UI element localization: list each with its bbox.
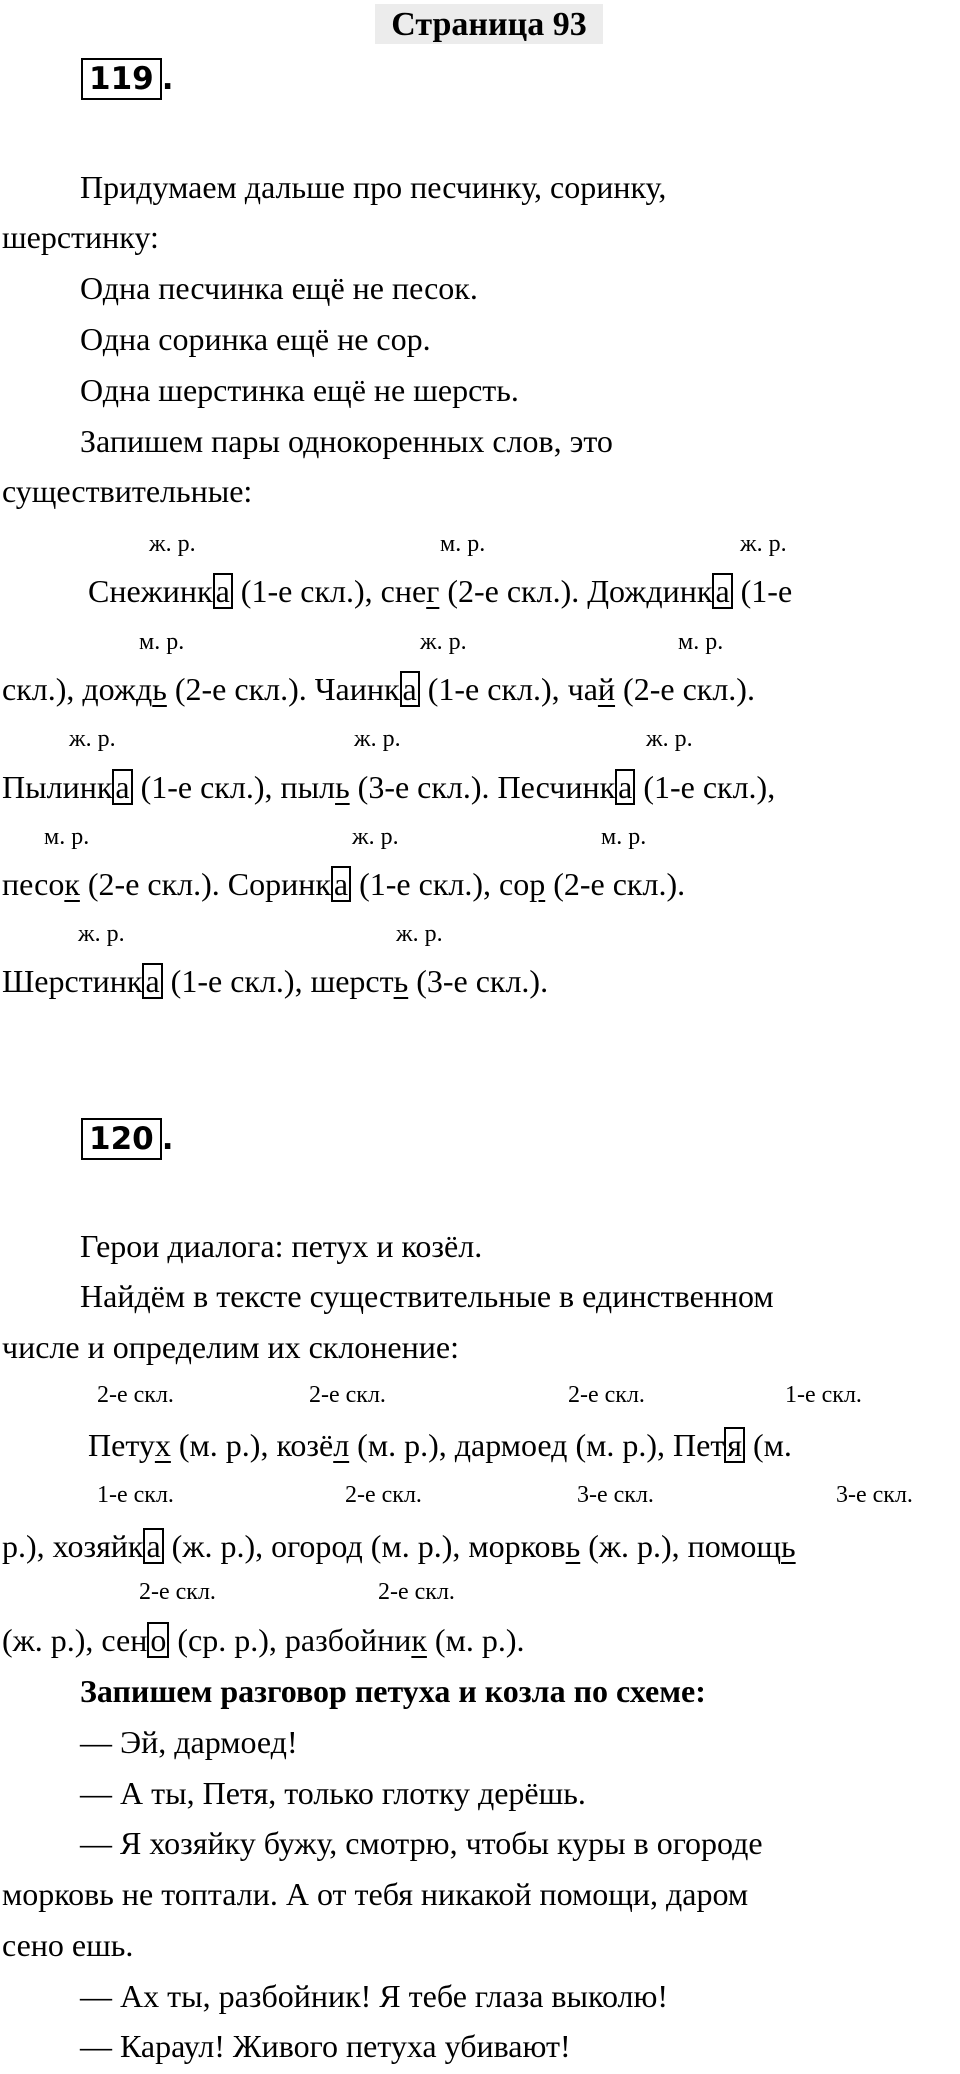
noun-line: Петух (м. р.), козёл (м. р.), дармоед (м. р.), Петя (м. — [88, 1427, 792, 1463]
root-underline: д — [551, 1427, 568, 1463]
page-title: Страница 93 — [375, 4, 603, 44]
gender-label: ж. р. — [740, 531, 787, 557]
declension-label: 3-е скл. — [577, 1482, 654, 1508]
exercise-119-number: 119 . — [81, 58, 174, 100]
gender-label: ж. р. — [396, 921, 443, 947]
word-pair-line: Снежинка (1-е скл.), снег (2-е скл.). Дождинка (1-е — [88, 573, 793, 609]
dialogue-line: — Эй, дармоед! — [80, 1724, 298, 1760]
root-underline: г — [426, 573, 440, 609]
text-line: числе и определим их склонение: — [2, 1329, 459, 1365]
root-underline: ь — [393, 963, 409, 999]
text-line: Одна шерстинка ещё не шерсть. — [80, 372, 519, 408]
dialogue-line: морковь не топтали. А от тебя никакой помощи, даром — [2, 1876, 749, 1912]
gender-label: ж. р. — [78, 921, 125, 947]
gender-label: м. р. — [678, 629, 724, 655]
ending-box: о — [147, 1622, 169, 1658]
text-line: Герои диалога: петух и козёл. — [80, 1228, 483, 1264]
root-underline: ь — [335, 769, 350, 805]
text-line: Найдём в тексте существительные в единственном — [80, 1278, 774, 1314]
root-underline: л — [333, 1427, 350, 1463]
declension-label: 2-е скл. — [378, 1579, 455, 1605]
gender-label: ж. р. — [69, 726, 116, 752]
word-pair-line: песок (2-е скл.). Соринка (1-е скл.), сор (2-е скл.). — [2, 866, 686, 902]
ending-box: а — [331, 866, 351, 902]
dialogue-line: сено ешь. — [2, 1927, 134, 1963]
ending-box: а — [615, 769, 635, 805]
noun-line: (ж. р.), сено (ср. р.), разбойник (м. р.). — [2, 1622, 525, 1658]
text-line: Одна песчинка ещё не песок. — [80, 270, 478, 306]
dialogue-line: — Караул! Живого петуха убивают! — [80, 2028, 571, 2064]
word-pair-line: скл.), дождь (2-е скл.). Чаинка (1-е скл.), чай (2-е скл.). — [2, 671, 755, 707]
text-line: Одна соринка ещё не сор. — [80, 321, 431, 357]
root-underline: х — [154, 1427, 171, 1463]
ending-box: а — [142, 963, 162, 999]
root-underline: ь — [565, 1528, 581, 1564]
exercise-120-number: 120 . — [81, 1118, 174, 1160]
ending-box: а — [112, 769, 132, 805]
declension-label: 3-е скл. — [836, 1482, 913, 1508]
gender-label: ж. р. — [352, 824, 399, 850]
noun-line: р.), хозяйка (ж. р.), огород (м. р.), морковь (ж. р.), помощь — [2, 1528, 796, 1564]
dialogue-line: — Я хозяйку бужу, смотрю, чтобы куры в огороде — [80, 1825, 763, 1861]
ending-box: а — [712, 573, 732, 609]
gender-label: ж. р. — [354, 726, 401, 752]
root-underline: к — [411, 1622, 427, 1658]
root-underline: к — [64, 866, 80, 902]
word-pair-line: Пылинка (1-е скл.), пыль (3-е скл.). Песчинка (1-е скл.), — [2, 769, 776, 805]
root-underline: р — [529, 866, 546, 902]
declension-label: 1-е скл. — [97, 1482, 174, 1508]
ending-box: а — [213, 573, 233, 609]
gender-label: м. р. — [44, 824, 90, 850]
declension-label: 2-е скл. — [309, 1382, 386, 1408]
gender-label: м. р. — [440, 531, 486, 557]
text-line: Придумаем дальше про песчинку, соринку, — [80, 169, 667, 205]
dialogue-heading: Запишем разговор петуха и козла по схеме: — [80, 1673, 706, 1709]
declension-label: 2-е скл. — [568, 1382, 645, 1408]
gender-label: ж. р. — [149, 531, 196, 557]
declension-label: 2-е скл. — [139, 1579, 216, 1605]
gender-label: ж. р. — [646, 726, 693, 752]
declension-label: 2-е скл. — [97, 1382, 174, 1408]
gender-label: ж. р. — [420, 629, 467, 655]
ending-box: а — [143, 1528, 163, 1564]
gender-label: м. р. — [139, 629, 185, 655]
root-underline: й — [597, 671, 616, 707]
gender-label: м. р. — [601, 824, 647, 850]
declension-label: 2-е скл. — [345, 1482, 422, 1508]
text-line: шерстинку: — [2, 219, 159, 255]
root-underline: ь — [781, 1528, 796, 1564]
declension-label: 1-е скл. — [785, 1382, 862, 1408]
dialogue-line: — А ты, Петя, только глотку дерёшь. — [80, 1775, 586, 1811]
ending-box: я — [724, 1427, 745, 1463]
word-pair-line: Шерстинка (1-е скл.), шерсть (3-е скл.). — [2, 963, 549, 999]
root-underline: ь — [152, 671, 167, 707]
root-underline: д — [346, 1528, 363, 1564]
text-line: Запишем пары однокоренных слов, это — [80, 423, 613, 459]
text-line: существительные: — [2, 473, 253, 509]
ending-box: а — [400, 671, 420, 707]
dialogue-line: — Ах ты, разбойник! Я тебе глаза выколю! — [80, 1978, 669, 2014]
